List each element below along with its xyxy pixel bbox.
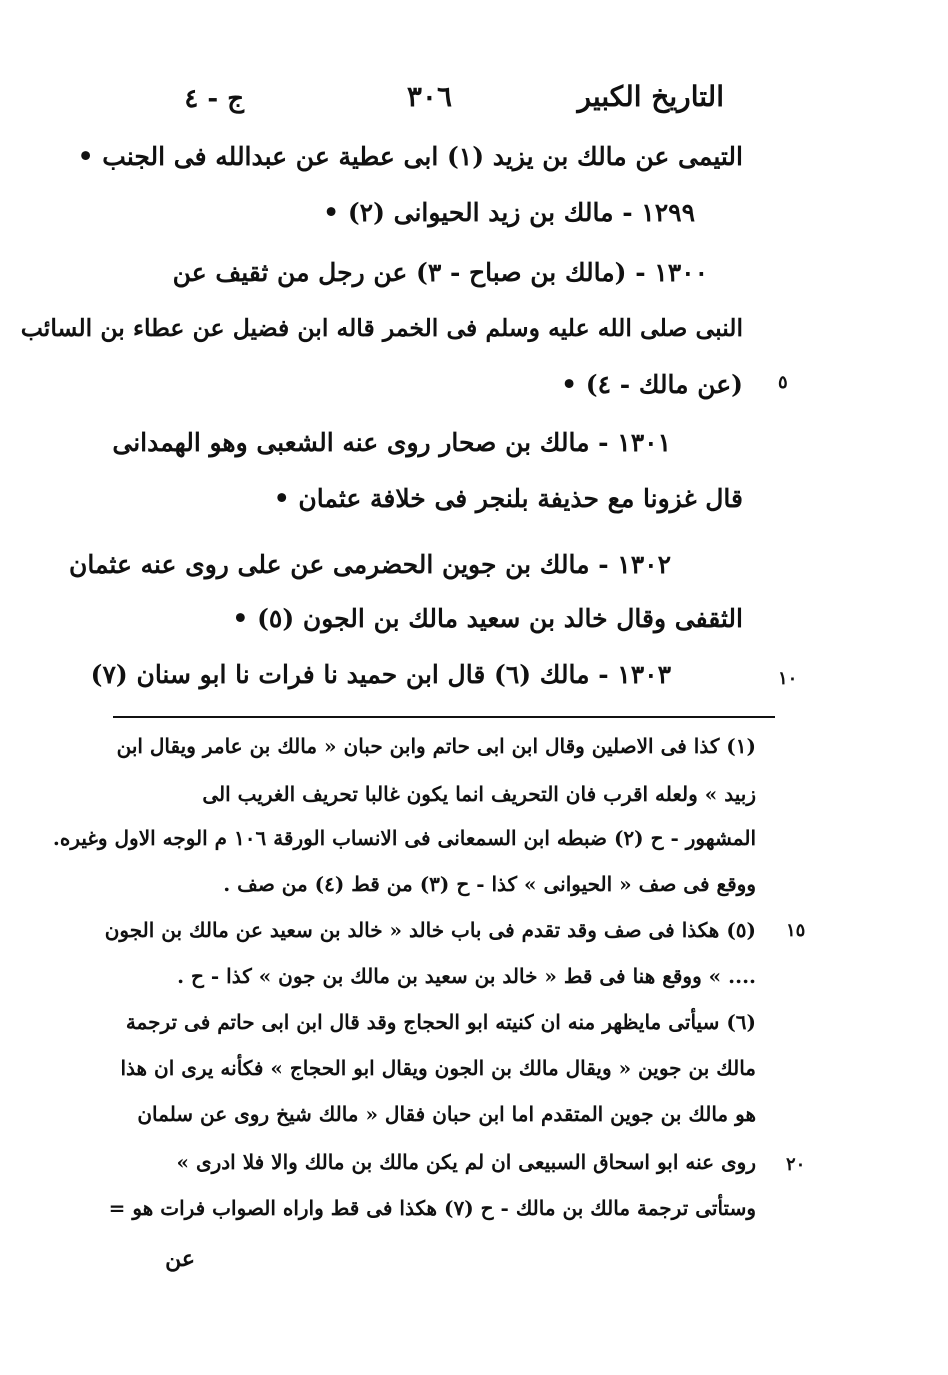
footnote-line-6: .... » ووقع هنا فى قط « خالد بن سعيد بن مالك بن جون » كذا - ح . xyxy=(177,964,756,988)
margin-number-10: ١٠ xyxy=(778,668,798,689)
footnote-line-9: هو مالك بن جوين المتقدم اما ابن حبان فقال « مالك شيخ روى عن سلمان xyxy=(137,1102,756,1126)
footnote-line-4: ووقع فى صف « الحيوانى » كذا - ح (٣) من قط (٤) من صف . xyxy=(223,872,756,896)
margin-number-15: ١٥ xyxy=(786,920,806,941)
main-line-1: التيمى عن مالك بن يزيد (١) ابى عطية عن عبدالله فى الجنب • xyxy=(77,142,743,171)
book-title: التاريخ الكبير xyxy=(577,80,724,113)
footnote-line-11: وستأتى ترجمة مالك بن مالك - ح (٧) هكذا فى قط واراه الصواب فرات هو = xyxy=(108,1196,756,1220)
main-line-8: ١٣٠٢ - مالك بن جوين الحضرمى عن على روى عنه عثمان xyxy=(68,550,671,579)
footnote-line-1: (١) كذا فى الاصلين وقال ابن ابى حاتم وابن حبان « مالك بن عامر ويقال ابن xyxy=(116,734,756,758)
main-line-3: ١٣٠٠ - (مالك بن صباح - ٣) عن رجل من ثقيف عن xyxy=(172,258,708,287)
footnote-separator xyxy=(113,716,775,718)
main-line-4: النبى صلى الله عليه وسلم فى الخمر قاله ابن فضيل عن عطاء بن السائب xyxy=(20,314,743,342)
footnote-line-2: زبيد » ولعله اقرب فان التحريف انما يكون غالبا تحريف الغريب الى xyxy=(202,782,756,806)
main-line-5: (عن مالك - ٤) • xyxy=(561,370,743,399)
footnote-line-8: مالك بن جوين « ويقال مالك بن الجون ويقال ابو الحجاج » فكأنه يرى ان هذا xyxy=(120,1056,756,1080)
main-line-2: ١٢٩٩ - مالك بن زيد الحيوانى (٢) • xyxy=(323,198,695,227)
footnote-line-7: (٦) سيأتى مايظهر منه ان كنيته ابو الحجاج وقد قال ابن ابى حاتم فى ترجمة xyxy=(125,1010,756,1034)
main-line-10: ١٣٠٣ - مالك (٦) قال ابن حميد نا فرات نا ابو سنان (٧) xyxy=(90,660,671,689)
main-line-7: قال غزونا مع حذيفة بلنجر فى خلافة عثمان • xyxy=(273,484,743,513)
main-line-6: ١٣٠١ - مالك بن صحار روى عنه الشعبى وهو الهمدانى xyxy=(112,428,671,457)
main-line-9: الثقفى وقال خالد بن سعيد مالك بن الجون (٥) • xyxy=(232,604,743,633)
margin-number-5: ٥ xyxy=(778,372,788,393)
footnote-line-10: روى عنه ابو اسحاق السبيعى ان لم يكن مالك بن مالك والا فلا ادرى » xyxy=(176,1150,756,1174)
catchword: عن xyxy=(165,1246,195,1272)
margin-number-20: ٢٠ xyxy=(786,1154,806,1175)
footnote-line-5: (٥) هكذا فى صف وقد تقدم فى باب خالد « خالد بن سعيد عن مالك بن الجون xyxy=(104,918,756,942)
footnote-line-3: المشهور - ح (٢) ضبطه ابن السمعانى فى الانساب الورقة ١٠٦ م الوجه الاول وغيره. xyxy=(52,826,756,850)
volume-label: ج - ٤ xyxy=(184,84,244,114)
page-number: ٣٠٦ xyxy=(406,80,452,113)
